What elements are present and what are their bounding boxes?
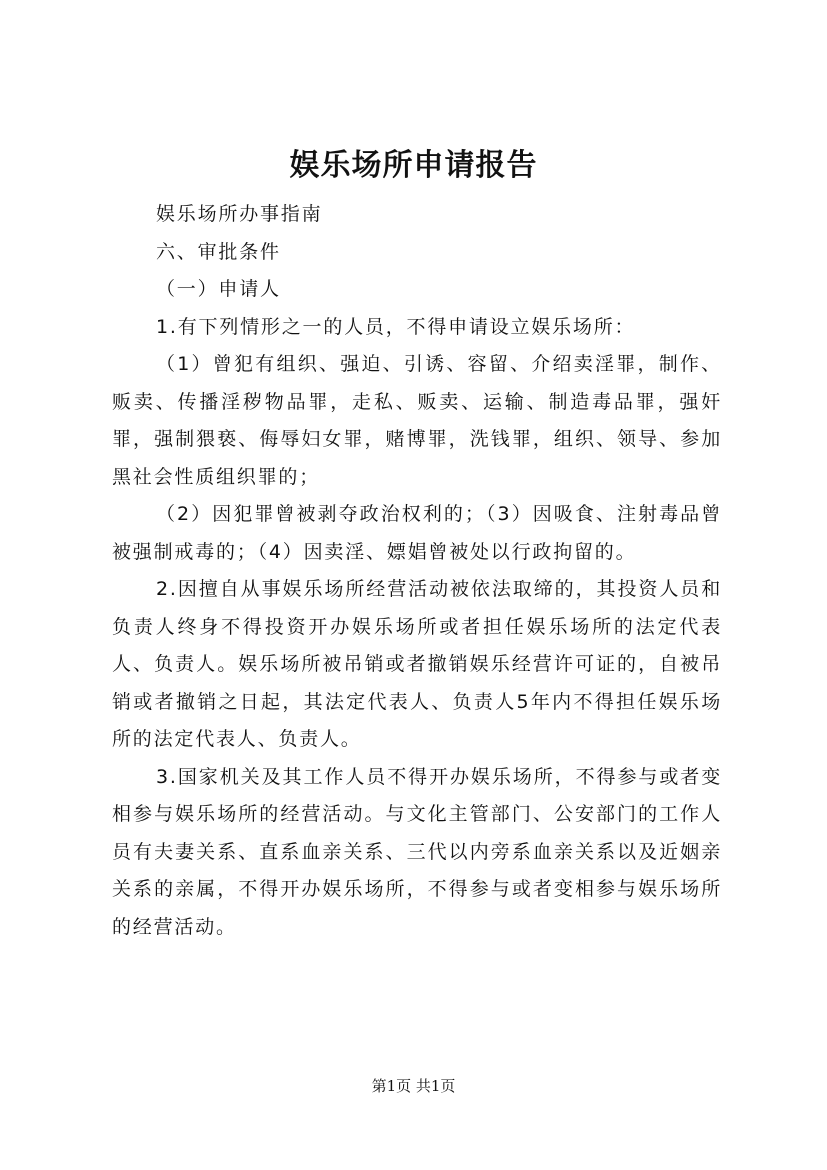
- paragraph-item-3: 3.国家机关及其工作人员不得开办娱乐场所，不得参与或者变相参与娱乐场所的经营活动。与文化主管部门、公安部门的工作人员有夫妻关系、直系血亲关系、三代以内旁系血亲关系以及近姻亲关系的亲属，不得开办娱乐场所，不得参与或者变相参与娱乐场所的经营活动。: [112, 765, 722, 938]
- paragraph-item-1-2-4: （2）因犯罪曾被剥夺政治权利的；（3）因吸食、注射毒品曾被强制戒毒的；（4）因卖淫、嫖娼曾被处以行政拘留的。: [112, 503, 722, 563]
- paragraph-section-heading: 六、审批条件: [156, 240, 281, 263]
- document-body: [112, 196, 722, 946]
- paragraph-subsection-heading: （一）申请人: [156, 278, 281, 300]
- paragraph-item-2: 2.因擅自从事娱乐场所经营活动被依法取缔的，其投资人员和负责人终身不得投资开办娱乐场所或者担任娱乐场所的法定代表人、负责人。娱乐场所被吊销或者撤销娱乐经营许可证的，自被吊销或者撤销之日起，其法定代表人、负责人5年内不得担任娱乐场所的法定代表人、负责人。: [112, 578, 722, 750]
- page-footer: 第1页 共1页: [371, 1077, 456, 1095]
- paragraph-item-1-1: （1）曾犯有组织、强迫、引诱、容留、介绍卖淫罪，制作、贩卖、传播淫秽物品罪，走私、贩卖、运输、制造毒品罪，强奸罪，强制猥亵、侮辱妇女罪，赌博罪，洗钱罪，组织、领导、参加黑社会性质组织罪的；: [112, 353, 722, 488]
- document-title: 娱乐场所申请报告: [289, 148, 538, 183]
- paragraph-guide-heading: 娱乐场所办事指南: [156, 203, 323, 225]
- paragraph-item-1: 1.有下列情形之一的人员，不得申请设立娱乐场所：: [156, 315, 636, 338]
